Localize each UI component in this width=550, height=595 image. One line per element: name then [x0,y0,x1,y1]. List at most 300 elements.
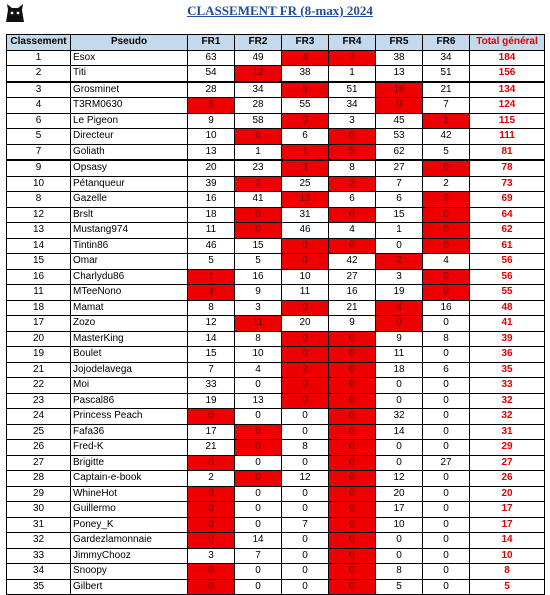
fr1-score-cell: 12 [188,316,235,332]
pseudo-cell: Gazelle [71,192,188,208]
table-row [7,486,545,502]
fr2-score-cell: 49 [235,50,282,66]
fr1-score-cell: 39 [188,176,235,192]
fr2-score-cell: 12 [235,66,282,82]
fr4-score-cell: 3 [329,113,376,129]
fr6-score-cell: 0 [423,223,470,239]
fr6-score-cell: 2 [423,176,470,192]
total-cell: 39 [470,331,545,347]
fr1-score-cell: 0 [188,486,235,502]
pseudo-cell: Moi [71,378,188,394]
fr6-score-cell: 27 [423,455,470,471]
fr6-score-cell: 21 [423,82,470,98]
total-cell: 81 [470,144,545,160]
fr5-score-cell: 19 [376,285,423,301]
total-cell: 26 [470,471,545,487]
rank-cell: 23 [7,393,71,409]
pseudo-cell: Mustang974 [71,223,188,239]
table-row [7,409,545,425]
rank-cell: 33 [7,548,71,564]
fr6-score-cell: 7 [423,98,470,114]
pseudo-cell: MasterKing [71,331,188,347]
fr4-score-cell: 0 [329,564,376,580]
fr1-score-cell: 28 [188,82,235,98]
fr6-score-cell: 3 [423,192,470,208]
table-row [7,207,545,223]
total-cell: 17 [470,502,545,518]
fr6-score-cell: 4 [423,254,470,270]
pseudo-cell: Guillermo [71,502,188,518]
table-row [7,424,545,440]
fr4-score-cell: 8 [329,160,376,176]
fr4-score-cell: 0 [329,548,376,564]
table-row [7,129,545,145]
fr6-score-cell: 0 [423,517,470,533]
fr5-score-cell: 10 [376,517,423,533]
fr1-score-cell: 0 [188,409,235,425]
rank-cell: 11 [7,285,71,301]
fr6-score-cell: 0 [423,378,470,394]
fr3-score-cell: 38 [282,66,329,82]
col-header-total: Total général [470,35,545,51]
total-cell: 124 [470,98,545,114]
fr2-score-cell: 9 [235,285,282,301]
fr3-score-cell: 55 [282,98,329,114]
pseudo-cell: Poney_K [71,517,188,533]
fr2-score-cell: 0 [235,440,282,456]
fr4-score-cell: 34 [329,98,376,114]
fr4-score-cell: 0 [329,533,376,549]
fr6-score-cell: 42 [423,129,470,145]
fr1-score-cell: 10 [188,129,235,145]
pseudo-cell: Jojodelavega [71,362,188,378]
fr3-score-cell: 0 [282,486,329,502]
cat-logo-icon [4,2,26,24]
fr1-score-cell: 46 [188,238,235,254]
fr5-score-cell: 6 [376,192,423,208]
table-row [7,144,545,160]
table-row [7,564,545,580]
table-row [7,300,545,316]
total-cell: 156 [470,66,545,82]
fr1-score-cell: 4 [188,285,235,301]
pseudo-cell: Tintin86 [71,238,188,254]
table-row [7,66,545,82]
fr3-score-cell: 8 [282,440,329,456]
fr2-score-cell: 0 [235,564,282,580]
fr1-score-cell: 9 [188,113,235,129]
fr3-score-cell: 0 [282,424,329,440]
fr4-score-cell: 0 [329,486,376,502]
table-row [7,316,545,332]
fr4-score-cell: 42 [329,254,376,270]
fr5-score-cell: 53 [376,129,423,145]
fr1-score-cell: 1 [188,269,235,285]
fr3-score-cell: 2 [282,362,329,378]
table-row [7,238,545,254]
fr2-score-cell: 0 [235,223,282,239]
fr3-score-cell: 0 [282,393,329,409]
fr5-score-cell: 0 [376,393,423,409]
fr1-score-cell: 0 [188,517,235,533]
fr3-score-cell: 0 [282,300,329,316]
fr6-score-cell: 0 [423,502,470,518]
fr5-score-cell: 12 [376,471,423,487]
fr3-score-cell: 7 [282,517,329,533]
total-cell: 184 [470,50,545,66]
fr6-score-cell: 0 [423,393,470,409]
table-row [7,548,545,564]
total-cell: 111 [470,129,545,145]
rank-cell: 18 [7,300,71,316]
fr2-score-cell: 15 [235,238,282,254]
fr5-score-cell: 16 [376,82,423,98]
fr6-score-cell: 34 [423,50,470,66]
fr3-score-cell: 0 [282,331,329,347]
fr3-score-cell: 5 [282,82,329,98]
ranking-body [7,50,545,595]
fr4-score-cell: 7 [329,50,376,66]
rank-cell: 1 [7,50,71,66]
fr4-score-cell: 16 [329,285,376,301]
fr5-score-cell: 0 [376,238,423,254]
total-cell: 31 [470,424,545,440]
fr2-score-cell: 3 [235,300,282,316]
pseudo-cell: Princess Peach [71,409,188,425]
fr5-score-cell: 14 [376,424,423,440]
table-row [7,160,545,176]
rank-cell: 5 [7,129,71,145]
pseudo-cell: Boulet [71,347,188,363]
pseudo-cell: Le Pigeon [71,113,188,129]
table-row [7,113,545,129]
total-cell: 29 [470,440,545,456]
fr2-score-cell: 0 [235,579,282,595]
col-header-fr2: FR2 [235,35,282,51]
fr1-score-cell: 0 [188,455,235,471]
fr5-score-cell: 32 [376,409,423,425]
fr1-score-cell: 63 [188,50,235,66]
fr4-score-cell: 0 [329,455,376,471]
fr3-score-cell: 25 [282,176,329,192]
fr3-score-cell: 46 [282,223,329,239]
fr6-score-cell: 8 [423,331,470,347]
fr5-score-cell: 0 [376,548,423,564]
pseudo-cell: T3RM0630 [71,98,188,114]
fr5-score-cell: 0 [376,455,423,471]
fr2-score-cell: 8 [235,331,282,347]
pseudo-cell: Captain-e-book [71,471,188,487]
fr4-score-cell: 0 [329,579,376,595]
fr6-score-cell: 0 [423,564,470,580]
fr6-score-cell: 0 [423,533,470,549]
fr2-score-cell: 14 [235,533,282,549]
fr6-score-cell: 5 [423,144,470,160]
fr6-score-cell: 16 [423,300,470,316]
fr2-score-cell: 13 [235,393,282,409]
fr2-score-cell: 23 [235,160,282,176]
pseudo-cell: Grosminet [71,82,188,98]
fr4-score-cell: 0 [329,331,376,347]
fr1-score-cell: 7 [188,362,235,378]
fr2-score-cell: 2 [235,176,282,192]
rank-cell: 22 [7,378,71,394]
fr2-score-cell: 0 [235,455,282,471]
pseudo-cell: Pétanqueur [71,176,188,192]
fr4-score-cell: 4 [329,223,376,239]
fr2-score-cell: 0 [235,378,282,394]
fr6-score-cell: 6 [423,362,470,378]
total-cell: 56 [470,269,545,285]
col-header-fr5: FR5 [376,35,423,51]
rank-cell: 35 [7,579,71,595]
pseudo-cell: Snoopy [71,564,188,580]
rank-cell: 2 [7,66,71,82]
fr2-score-cell: 10 [235,347,282,363]
fr6-score-cell: 0 [423,347,470,363]
pseudo-cell: Zozo [71,316,188,332]
fr5-score-cell: 18 [376,362,423,378]
pseudo-cell: WhineHot [71,486,188,502]
fr3-score-cell: 0 [282,579,329,595]
fr6-score-cell: 0 [423,160,470,176]
table-row [7,176,545,192]
total-cell: 33 [470,378,545,394]
total-cell: 55 [470,285,545,301]
fr5-score-cell: 20 [376,486,423,502]
fr4-score-cell: 5 [329,144,376,160]
fr1-score-cell: 16 [188,192,235,208]
table-row [7,254,545,270]
table-row [7,362,545,378]
rank-cell: 26 [7,440,71,456]
fr5-score-cell: 0 [376,98,423,114]
fr1-score-cell: 15 [188,347,235,363]
fr3-score-cell: 6 [282,129,329,145]
pseudo-cell: Charlydu86 [71,269,188,285]
total-cell: 78 [470,160,545,176]
fr6-score-cell: 0 [423,486,470,502]
col-header-fr4: FR4 [329,35,376,51]
rank-cell: 28 [7,471,71,487]
total-cell: 32 [470,409,545,425]
fr3-score-cell: 4 [282,50,329,66]
fr6-score-cell: 51 [423,66,470,82]
total-cell: 36 [470,347,545,363]
fr3-score-cell: 0 [282,378,329,394]
fr2-score-cell: 0 [235,486,282,502]
fr3-score-cell: 11 [282,285,329,301]
fr3-score-cell: 20 [282,316,329,332]
fr4-score-cell: 0 [329,409,376,425]
fr2-score-cell: 11 [235,316,282,332]
fr1-score-cell: 21 [188,440,235,456]
pseudo-cell: Directeur [71,129,188,145]
total-cell: 73 [470,176,545,192]
fr3-score-cell: 0 [282,564,329,580]
fr3-score-cell: 0 [282,548,329,564]
fr2-score-cell: 0 [235,207,282,223]
col-header-fr6: FR6 [423,35,470,51]
table-header-row [7,35,545,51]
fr2-score-cell: 7 [235,548,282,564]
col-header-fr3: FR3 [282,35,329,51]
fr3-score-cell: 0 [282,254,329,270]
fr4-score-cell: 6 [329,192,376,208]
fr5-score-cell: 62 [376,144,423,160]
fr5-score-cell: 7 [376,176,423,192]
fr5-score-cell: 3 [376,269,423,285]
fr5-score-cell: 15 [376,207,423,223]
fr1-score-cell: 5 [188,254,235,270]
fr5-score-cell: 45 [376,113,423,129]
fr5-score-cell: 38 [376,50,423,66]
rank-cell: 30 [7,502,71,518]
fr1-score-cell: 17 [188,424,235,440]
table-row [7,455,545,471]
fr5-score-cell: 11 [376,347,423,363]
pseudo-cell: Fred-K [71,440,188,456]
fr3-score-cell: 0 [282,533,329,549]
rank-cell: 15 [7,254,71,270]
total-cell: 5 [470,579,545,595]
fr3-score-cell: 13 [282,192,329,208]
fr1-score-cell: 19 [188,393,235,409]
rank-cell: 32 [7,533,71,549]
fr3-score-cell: 0 [282,347,329,363]
fr4-score-cell: 0 [329,440,376,456]
fr1-score-cell: 0 [188,533,235,549]
pseudo-cell: Opsasy [71,160,188,176]
fr2-score-cell: 1 [235,144,282,160]
fr4-score-cell: 0 [329,502,376,518]
fr5-score-cell: 9 [376,331,423,347]
fr4-score-cell: 21 [329,300,376,316]
fr2-score-cell: 0 [235,471,282,487]
rank-cell: 27 [7,455,71,471]
fr4-score-cell: 0 [329,207,376,223]
total-cell: 20 [470,486,545,502]
fr2-score-cell: 6 [235,129,282,145]
fr2-score-cell: 41 [235,192,282,208]
total-cell: 62 [470,223,545,239]
fr5-score-cell: 5 [376,579,423,595]
rank-cell: 9 [7,160,71,176]
rank-cell: 25 [7,424,71,440]
fr3-score-cell: 1 [282,144,329,160]
fr1-score-cell: 54 [188,66,235,82]
fr6-score-cell: 0 [423,316,470,332]
fr1-score-cell: 3 [188,548,235,564]
total-cell: 32 [470,393,545,409]
table-row [7,533,545,549]
fr5-score-cell: 0 [376,378,423,394]
total-cell: 48 [470,300,545,316]
fr2-score-cell: 16 [235,269,282,285]
rank-cell: 10 [7,176,71,192]
rank-cell: 13 [7,223,71,239]
rank-cell: 24 [7,409,71,425]
table-row [7,192,545,208]
rank-cell: 12 [7,207,71,223]
fr1-score-cell: 2 [188,471,235,487]
fr5-score-cell: 0 [376,533,423,549]
page-title: CLASSEMENT FR (8-max) 2024 [187,3,373,18]
fr2-score-cell: 34 [235,82,282,98]
fr6-score-cell: 1 [423,113,470,129]
fr6-score-cell: 0 [423,269,470,285]
fr6-score-cell: 0 [423,440,470,456]
fr4-score-cell: 0 [329,378,376,394]
rank-cell: 17 [7,316,71,332]
fr1-score-cell: 18 [188,207,235,223]
rank-cell: 19 [7,347,71,363]
fr1-score-cell: 20 [188,160,235,176]
fr4-score-cell: 2 [329,176,376,192]
rank-cell: 7 [7,144,71,160]
rank-cell: 34 [7,564,71,580]
fr1-score-cell: 33 [188,378,235,394]
fr2-score-cell: 58 [235,113,282,129]
pseudo-cell: Gardezlamonnaie [71,533,188,549]
fr4-score-cell: 0 [329,424,376,440]
fr3-score-cell: 31 [282,207,329,223]
pseudo-cell: Mamat [71,300,188,316]
table-row [7,502,545,518]
total-cell: 35 [470,362,545,378]
pseudo-cell: Titi [71,66,188,82]
table-row [7,269,545,285]
total-cell: 8 [470,564,545,580]
total-cell: 134 [470,82,545,98]
fr1-score-cell: 8 [188,300,235,316]
fr3-score-cell: 3 [282,160,329,176]
fr4-score-cell: 9 [329,316,376,332]
fr1-score-cell: 0 [188,579,235,595]
total-cell: 17 [470,517,545,533]
fr5-score-cell: 1 [376,223,423,239]
fr2-score-cell: 5 [235,254,282,270]
rank-cell: 16 [7,269,71,285]
rank-cell: 4 [7,98,71,114]
table-row [7,82,545,98]
ranking-table [6,34,545,595]
fr1-score-cell: 6 [188,98,235,114]
fr6-score-cell: 0 [423,207,470,223]
fr3-score-cell: 0 [282,455,329,471]
pseudo-cell: Brslt [71,207,188,223]
fr2-score-cell: 0 [235,424,282,440]
total-cell: 69 [470,192,545,208]
table-row [7,347,545,363]
total-cell: 61 [470,238,545,254]
fr1-score-cell: 0 [188,502,235,518]
fr6-score-cell: 0 [423,579,470,595]
table-row [7,393,545,409]
total-cell: 10 [470,548,545,564]
table-row [7,517,545,533]
fr4-score-cell: 27 [329,269,376,285]
total-cell: 56 [470,254,545,270]
col-header-fr1: FR1 [188,35,235,51]
fr3-score-cell: 0 [282,113,329,129]
fr3-score-cell: 10 [282,269,329,285]
fr1-score-cell: 0 [188,564,235,580]
fr2-score-cell: 0 [235,502,282,518]
fr5-score-cell: 17 [376,502,423,518]
fr6-score-cell: 0 [423,548,470,564]
pseudo-cell: Fafa36 [71,424,188,440]
